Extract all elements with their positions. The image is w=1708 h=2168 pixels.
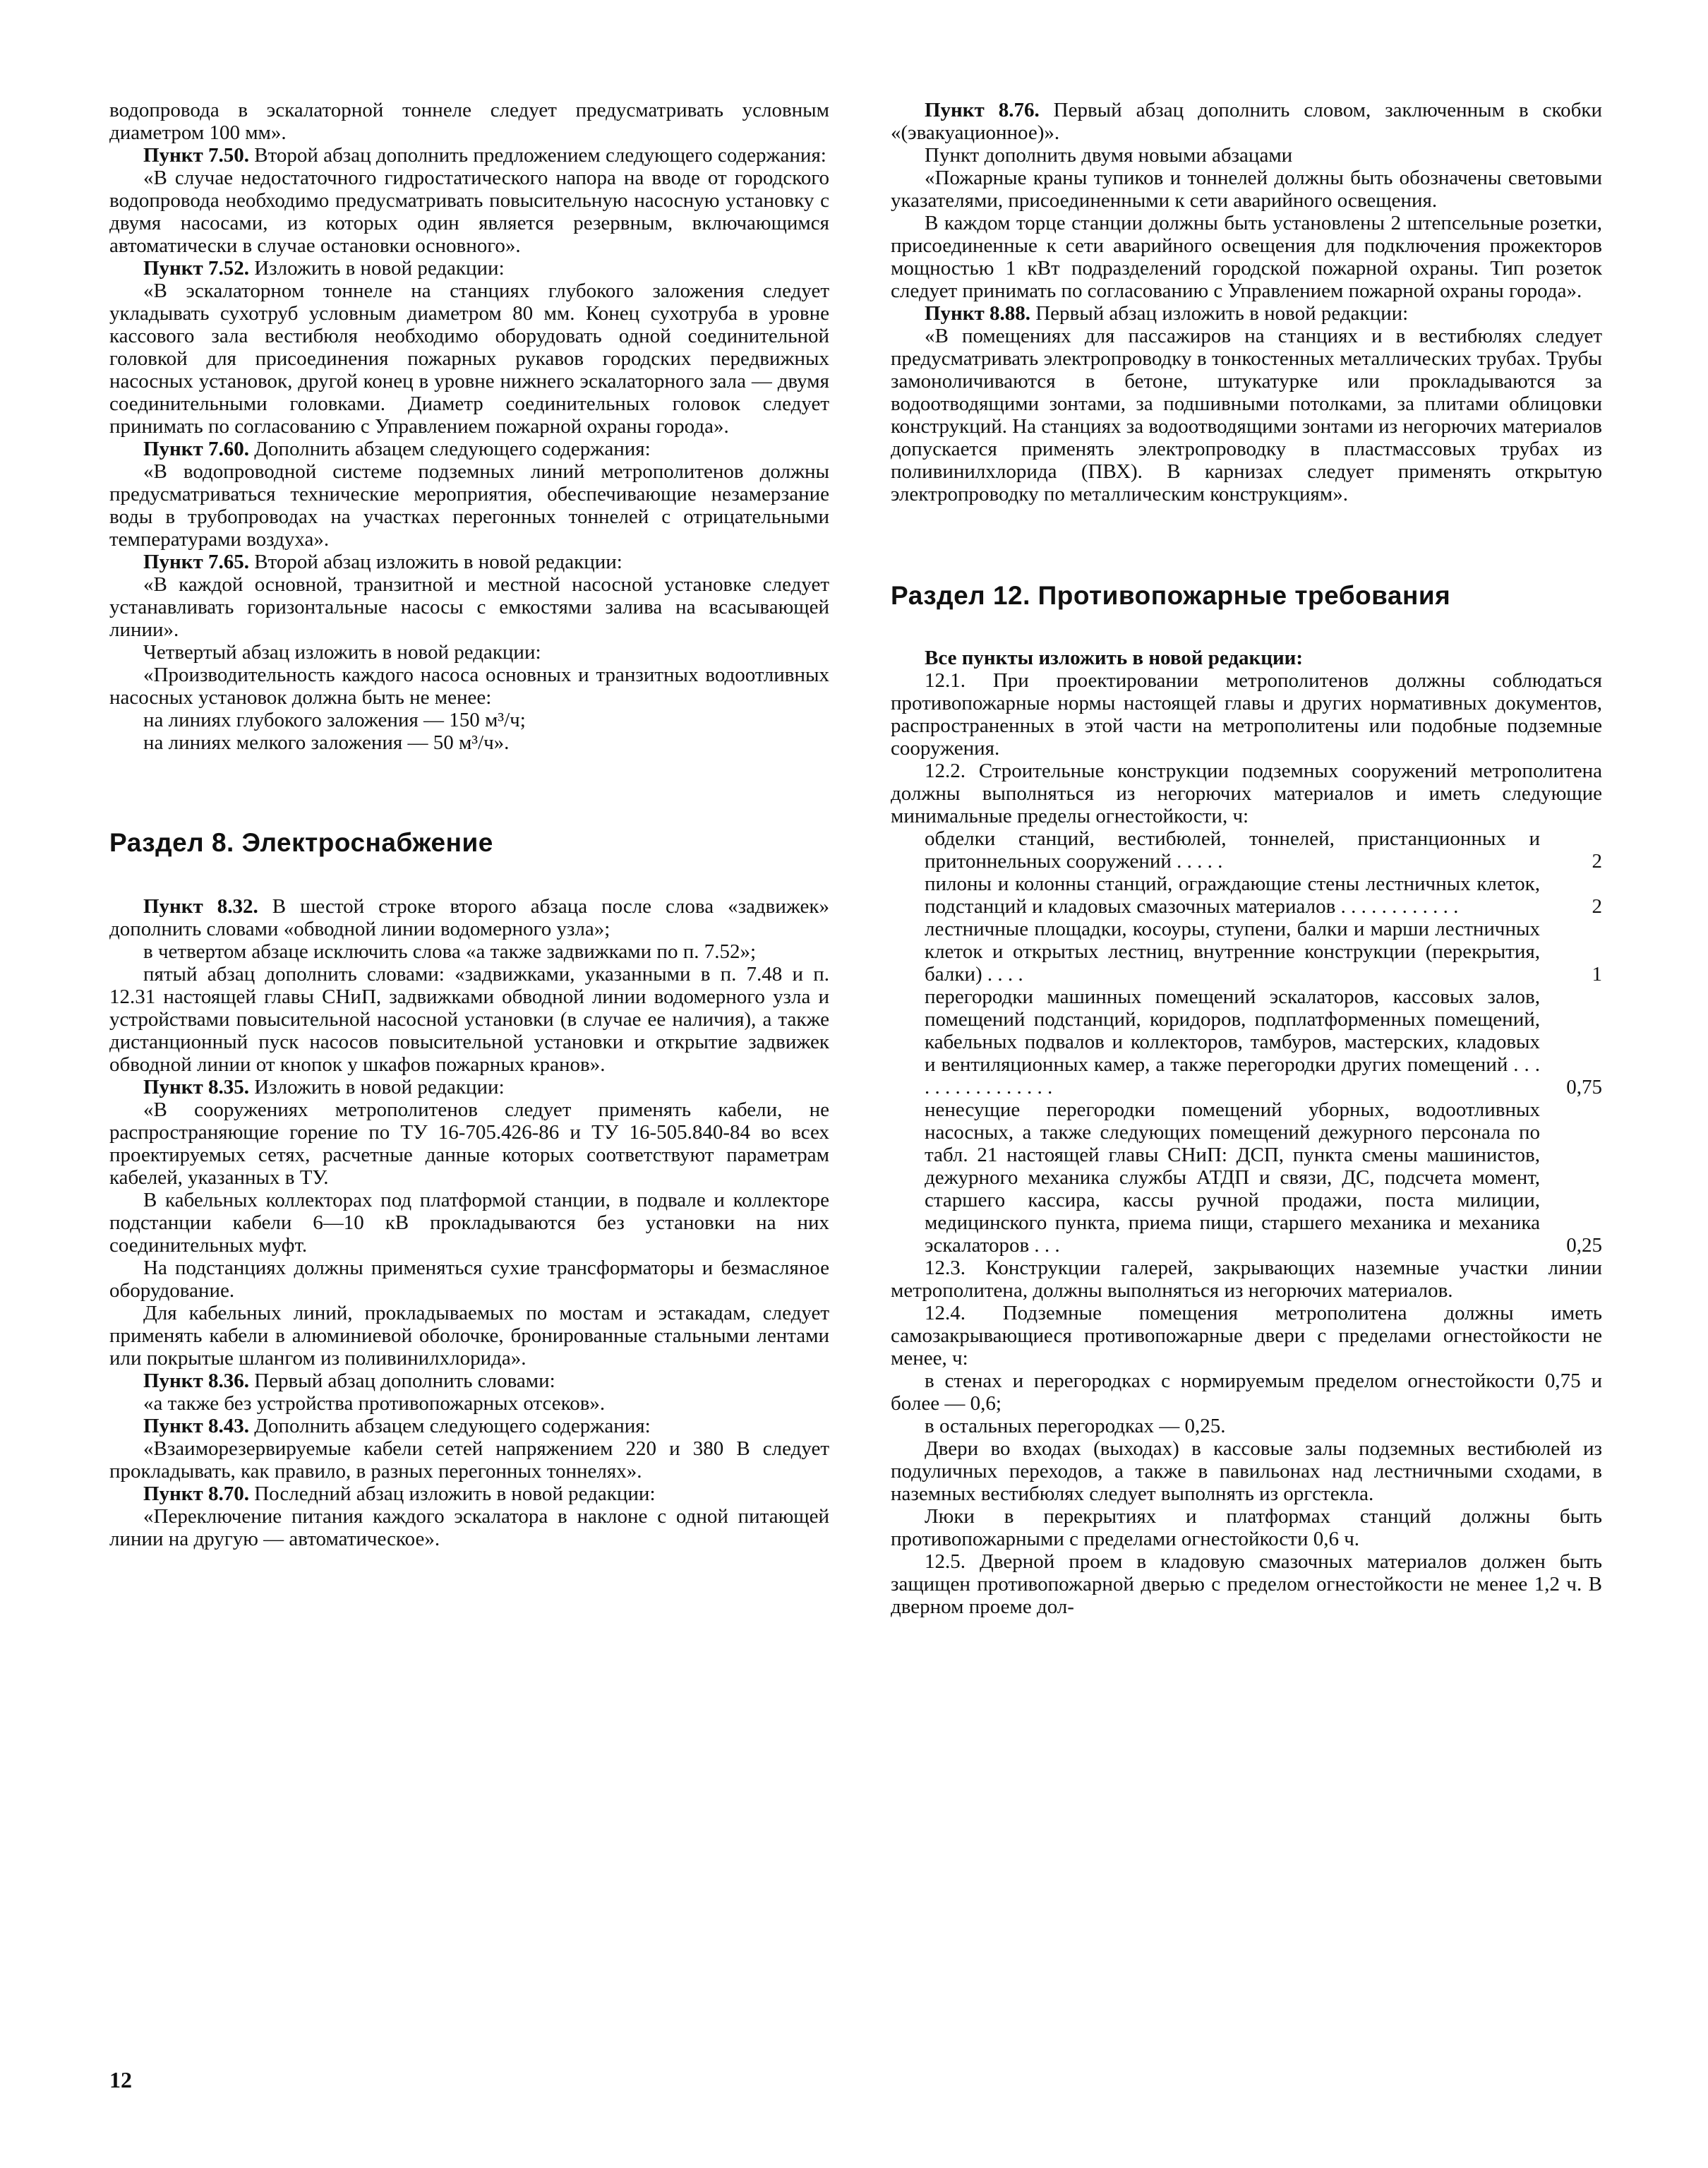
quote-paragraph: «В помещениях для пассажиров на станциях и в вестибюлях следует предусматривать электропроводку в тонкостенных металлических трубах. Трубы замоноличиваются в бетоне, штукатурке или прокладываются за водоотводящими зонтами, за подшивными потолками, за плитами облицовки конструкций. На станциях за водоотводящими зонтами из негорючих материалов допускается применять электропроводку в пластмассовых трубах из поливинилхлорида (ПВХ). В карнизах следует применять открытую электропроводку по металлическим конструкциям».: [891, 325, 1602, 505]
paragraph: Четвертый абзац изложить в новой редакции:: [143, 641, 541, 664]
fire-rating-value: 1: [1592, 963, 1602, 986]
paragraph: [109, 551, 829, 573]
clause-label: Пункт 8.36.: [143, 1370, 249, 1392]
list-line: на линиях мелкого заложения — 50 м³/ч».: [143, 731, 510, 754]
quote-paragraph: «Пожарные краны тупиков и тоннелей должны быть обозначены световыми указателями, присоединенными к сети аварийного освещения.: [891, 167, 1602, 212]
paragraph: в четвертом абзаце исключить слова «а также задвижками по п. 7.52»;: [143, 940, 757, 963]
paragraph: Люки в перекрытиях и платформах станций должны быть противопожарными с пределами огнестойкости 0,6 ч.: [891, 1505, 1602, 1550]
list-line: на линиях глубокого заложения — 150 м³/ч;: [143, 709, 526, 731]
section-12-heading: Раздел 12. Противопожарные требования: [891, 581, 1451, 610]
clause-12-2: 12.2. Строительные конструкции подземных сооружений метрополитена должны выполняться из негорючих материалов и иметь следующие минимальные пределы огнестойкости, ч:: [891, 760, 1602, 827]
paragraph-text: Второй абзац изложить в новой редакции:: [248, 551, 623, 573]
paragraph: В кабельных коллекторах под платформой станции, в подвале и коллекторе подстанции кабели 6—10 кВ прокладываются без установки на них соединительных муфт.: [109, 1189, 829, 1257]
paragraph: [109, 257, 829, 280]
fire-rating-value: 2: [1592, 895, 1602, 918]
quote-paragraph: «В эскалаторном тоннеле на станциях глубокого заложения следует укладывать сухотруб условным диаметром 80 мм. Конец сухотруба в уровне кассового зала вестибюля необходимо оборудовать одной соединительной головкой для присоединения пожарных рукавов городских передвижных насосных установок, другой конец в уровне нижнего эскалаторного зала — двумя соединительными головками. Диаметр соединительных головок следует принимать по согласованию с Управлением пожарной охраны города».: [109, 280, 829, 438]
quote-paragraph: «Переключение питания каждого эскалатора в наклоне с одной питающей линии на другую — автоматическое».: [109, 1505, 829, 1550]
paragraph-text: Дополнить абзацем следующего содержания:: [248, 438, 651, 460]
clause-12-1: 12.1. При проектировании метрополитенов должны соблюдаться противопожарные нормы настоящей главы и других нормативных документов, распространенных в этой части на метрополитены или подобные подземные сооружения.: [891, 669, 1602, 760]
paragraph: в остальных перегородках — 0,25.: [925, 1415, 1226, 1437]
clause-label: Пункт 7.50.: [143, 144, 249, 167]
paragraph: [109, 1415, 829, 1437]
clause-label: Пункт 8.88.: [925, 302, 1030, 325]
quote-paragraph: «Взаиморезервируемые кабели сетей напряжением 220 и 380 В следует прокладывать, как правило, в разных перегонных тоннелях».: [109, 1437, 829, 1483]
paragraph: [109, 895, 829, 940]
quote-paragraph: «В водопроводной системе подземных линий метрополитенов должны предусматриваться технические мероприятия, обеспечивающие незамерзание воды в трубопроводах на участках перегонных тоннелей с отрицательными температурами воздуха».: [109, 460, 829, 551]
clause-label: Пункт 7.60.: [143, 438, 249, 460]
paragraph: Двери во входах (выходах) в кассовые залы подземных вестибюлей из подуличных переходов, а также в павильонах над лестничными сходами, в наземных вестибюлях следует выполнять из оргстекла.: [891, 1437, 1602, 1505]
fire-rating-value: 0,75: [1566, 1076, 1602, 1098]
fire-rating-item: [891, 1098, 1602, 1257]
left-column: [109, 99, 829, 1550]
paragraph: Для кабельных линий, прокладываемых по мостам и эстакадам, следует применять кабели в алюминиевой оболочке, бронированные стальными лентами или покрытые шлангом из поливинилхлорида».: [109, 1302, 829, 1370]
clause-label: Пункт 7.65.: [143, 551, 249, 573]
paragraph: На подстанциях должны применяться сухие трансформаторы и безмасляное оборудование.: [109, 1257, 829, 1302]
paragraph: водопровода в эскалаторной тоннеле следует предусматривать условным диаметром 100 мм».: [109, 99, 829, 144]
fire-rating-item: [891, 918, 1602, 986]
clause-12-4: 12.4. Подземные помещения метрополитена должны иметь самозакрывающиеся противопожарные двери с пределами огнестойкости не менее, ч:: [891, 1302, 1602, 1370]
paragraph-text: Дополнить абзацем следующего содержания:: [248, 1415, 651, 1437]
paragraph-text: Изложить в новой редакции:: [248, 257, 505, 280]
page-number: 12: [109, 2067, 132, 2092]
clause-label: Пункт 8.35.: [143, 1076, 249, 1098]
right-column: [891, 99, 1602, 1618]
fire-rating-item: [891, 827, 1602, 873]
paragraph: [891, 647, 1602, 669]
fire-rating-text: ненесущие перегородки помещений уборных, водоотливных насосных, а также следующих помещений дежурного персонала по табл. 21 настоящей главы СНиП: ДСП, пункта смены машинистов, дежурного механика службы АТДП и связи, ДС, подсчета момент, старшего кассира, кассы ручной продажи, поста милиции, медицинского пункта, приема пищи, старшего механика и механика эскалаторов . . .: [925, 1098, 1540, 1257]
clause-label: Пункт 8.70.: [143, 1483, 249, 1505]
paragraph-text: Первый абзац дополнить словом, заключенным в скобки «(эвакуационное)».: [891, 99, 1602, 144]
paragraph: [109, 1076, 829, 1098]
paragraph: Пункт дополнить двумя новыми абзацами: [925, 144, 1293, 167]
intro-text: Все пункты изложить в новой редакции:: [925, 647, 1304, 669]
fire-rating-text: перегородки машинных помещений эскалаторов, кассовых залов, помещений подстанций, коридоров, подплатформенных помещений, кабельных подвалов и коллекторов, тамбуров, мастерских, кладовых и вентиляционных камер, а также перегородки других помещений . . . . . . . . . . . . . . . .: [925, 986, 1540, 1098]
paragraph: [891, 99, 1602, 144]
paragraph-text: Первый абзац дополнить словами:: [248, 1370, 555, 1392]
clause-12-5: 12.5. Дверной проем в кладовую смазочных материалов должен быть защищен противопожарной дверью с пределом огнестойкости не менее 1,2 ч. В дверном проеме дол-: [891, 1550, 1602, 1618]
paragraph: [109, 1370, 829, 1392]
paragraph-text: Первый абзац изложить в новой редакции:: [1030, 302, 1409, 325]
paragraph-text: Изложить в новой редакции:: [248, 1076, 505, 1098]
clause-label: Пункт 8.76.: [925, 99, 1040, 121]
paragraph: в стенах и перегородках с нормируемым пределом огнестойкости 0,75 и более — 0,6;: [891, 1370, 1602, 1415]
quote-paragraph: «Производительность каждого насоса основных и транзитных водоотливных насосных установок должна быть не менее:: [109, 664, 829, 709]
fire-rating-item: [891, 873, 1602, 918]
clause-12-3: 12.3. Конструкции галерей, закрывающих наземные участки линии метрополитена, должны выполняться из негорючих материалов.: [891, 1257, 1602, 1302]
paragraph: пятый абзац дополнить словами: «задвижками, указанными в п. 7.48 и п. 12.31 настоящей главы СНиП, задвижками обводной линии водомерного узла и устройствами повысительной насосной установки (в случае ее наличия), а также дистанционный пуск насосов повысительной установки и открытие задвижек обводной линии от кнопок у шкафов пожарных кранов».: [109, 963, 829, 1076]
quote-paragraph: «В случае недостаточного гидростатического напора на вводе от городского водопровода необходимо предусматривать повысительную насосную установку с двумя насосами, из которых один является резервным, включающимся автоматически в случае остановки основного».: [109, 167, 829, 257]
fire-rating-text: обделки станций, вестибюлей, тоннелей, пристанционных и притоннельных сооружений . . . . .: [925, 827, 1540, 873]
fire-rating-text: пилоны и колонны станций, ограждающие стены лестничных клеток, подстанций и кладовых смазочных материалов . . . . . . . . . . . .: [925, 873, 1540, 918]
fire-rating-value: 2: [1592, 850, 1602, 873]
quote-paragraph: «В сооружениях метрополитенов следует применять кабели, не распространяющие горение по ТУ 16-705.426-86 и ТУ 16-505.840-84 во всех проектируемых сетях, расчетные данные которых соответствуют параметрам кабелей, указанных в ТУ.: [109, 1098, 829, 1189]
paragraph-text: Второй абзац дополнить предложением следующего содержания:: [248, 144, 826, 167]
clause-label: Пункт 7.52.: [143, 257, 249, 280]
fire-rating-value: 0,25: [1566, 1234, 1602, 1257]
clause-label: Пункт 8.43.: [143, 1415, 249, 1437]
paragraph: [891, 302, 1602, 325]
paragraph: [109, 438, 829, 460]
paragraph: [109, 144, 829, 167]
paragraph: [109, 1483, 829, 1505]
paragraph-text: В шестой строке второго абзаца после слова «задвижек» дополнить словами «обводной линии водомерного узла»;: [109, 895, 829, 940]
paragraph-text: Последний абзац изложить в новой редакции:: [248, 1483, 656, 1505]
quote-paragraph: «а также без устройства противопожарных отсеков».: [143, 1392, 606, 1415]
fire-rating-text: лестничные площадки, косоуры, ступени, балки и марши лестничных клеток и открытых лестниц, внутренние конструкции (перекрытия, балки) . . . .: [925, 918, 1540, 986]
fire-rating-item: [891, 986, 1602, 1098]
section-8-heading: Раздел 8. Электроснабжение: [109, 828, 493, 857]
clause-label: Пункт 8.32.: [143, 895, 258, 918]
paragraph: В каждом торце станции должны быть установлены 2 штепсельные розетки, присоединенные к сети аварийного освещения для подключения прожекторов мощностью 1 кВт подразделений городской пожарной охраны. Тип розеток следует принимать по согласованию с Управлением пожарной охраны города».: [891, 212, 1602, 302]
quote-paragraph: «В каждой основной, транзитной и местной насосной установке следует устанавливать горизонтальные насосы с емкостями залива на всасывающей линии».: [109, 573, 829, 641]
